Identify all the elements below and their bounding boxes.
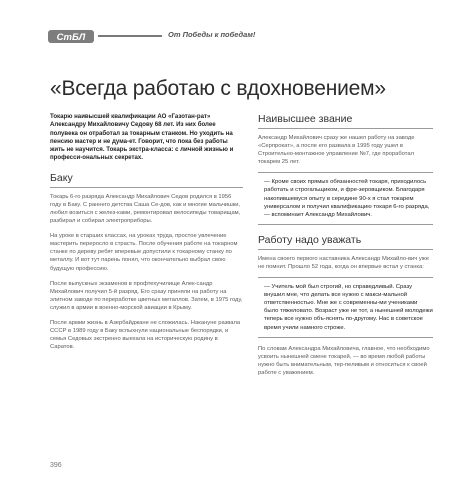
- paragraph: Александр Михайлович сразу же нашел работу на заводе «Серпрокат», а после его развала в 1995 году ушел в Строительно-монтажное управление №7, где проработал токарем 25 лет.: [258, 135, 415, 166]
- section-divider: [50, 187, 243, 188]
- section-heading-respect-work: Работу надо уважать: [258, 233, 362, 246]
- right-column: [258, 113, 433, 377]
- paragraph: Имена своего первого наставника Александр Михайло-вич уже не помнит. Прошло 52 года, когда он впервые встал у станка:: [258, 255, 429, 270]
- left-column: [50, 113, 243, 351]
- section-heading-highest-title: Наивысшее звание: [258, 113, 353, 125]
- paragraph: Токарь 6-го разряда Александр Михайлович Седов родился в 1956 году в Баку. С раннего детства Саша Се-дов, как и многие мальчишки, любил возиться с желез-ками, ремонтировал велосипеды товарищам, разбирал и собирал электроприборы.: [50, 193, 241, 225]
- quote-block: [258, 277, 433, 338]
- svg-text:СтБЛ: СтБЛ: [56, 32, 86, 43]
- quote-text: — Кроме своих прямых обязанностей токаря, приходилось работать и строгальщиком, и фре-зеровщиком. Благодаря накопившемуся опыту в середине 90-х я стал токарем универсалом и получил квалификацию токаря 6-го разряда, — вспоминает Александр Михайлович.: [264, 179, 430, 218]
- section-divider: [258, 128, 433, 129]
- header-divider: [98, 35, 162, 37]
- quote-block: [258, 172, 433, 224]
- quote-text: — Учитель мой был строгий, но справедливый. Сразу внушил мне, что делать все нужно с макси-мальной ответственностью. Мне же с современны-ми учениками было тяжеловато. Возраст уже не тот, а нынешней молодежи теперь все нужно объ-яснять по-другому. Нас в советское время учили намного строже.: [264, 284, 433, 331]
- paragraph: После армии жизнь в Азербайджане не сложилась. Накануне развала СССР в 1989 году в Баку вспыхнули национальные беспорядки, и семья Седовых экстренно выехала на историческую родину в Саратов.: [50, 320, 241, 351]
- paragraph: По словам Александра Михайловича, главное, что необходимо усвоить нынешней смене токарей, — во время любой работы нужно быть внимательным, тер-пеливым и относиться к своей работе с уважением.: [258, 345, 430, 376]
- article-lead: Токарю наивысшей квалификации АО «Газотан-рат» Александру Михайловичу Седову 68 лет. Из них более полувека он отработал за токарным станком. Но уходить на пенсию мастер и не дума-ет. Говорит, что пока без работы жить не научится. Токарь экстра-класса: с личной жизнью и професси-ональных секретах.: [50, 113, 234, 162]
- paragraph: После выпускных экзаменов в профтехучилище Алек-сандр Михайлович получил 5-й разряд. Его сразу приняли на работу на элитном заводе по переработке цветных металлов. Затем, в 1975 году, служил в армии в военно-морской авиации в Крыму.: [50, 280, 243, 311]
- section-heading-baku: Баку: [50, 171, 73, 184]
- header-tagline: От Победы к победам!: [168, 30, 256, 39]
- page-number: 396: [50, 462, 62, 469]
- article-title: «Всегда работаю с вдохновением»: [50, 77, 386, 100]
- page-header: [48, 28, 424, 44]
- company-logo-icon: [48, 30, 94, 43]
- section-divider: [258, 249, 433, 250]
- paragraph: На уроке в старших классах, на уроках труда, простое увлечение мастерить переросло в страсть. После обучения работе на токарном станке по дереву ребят вперевые допустили к токарному станку по металлу. И вот тут парень понял, что окончательно выбрал свою будущую профессию.: [50, 233, 238, 272]
